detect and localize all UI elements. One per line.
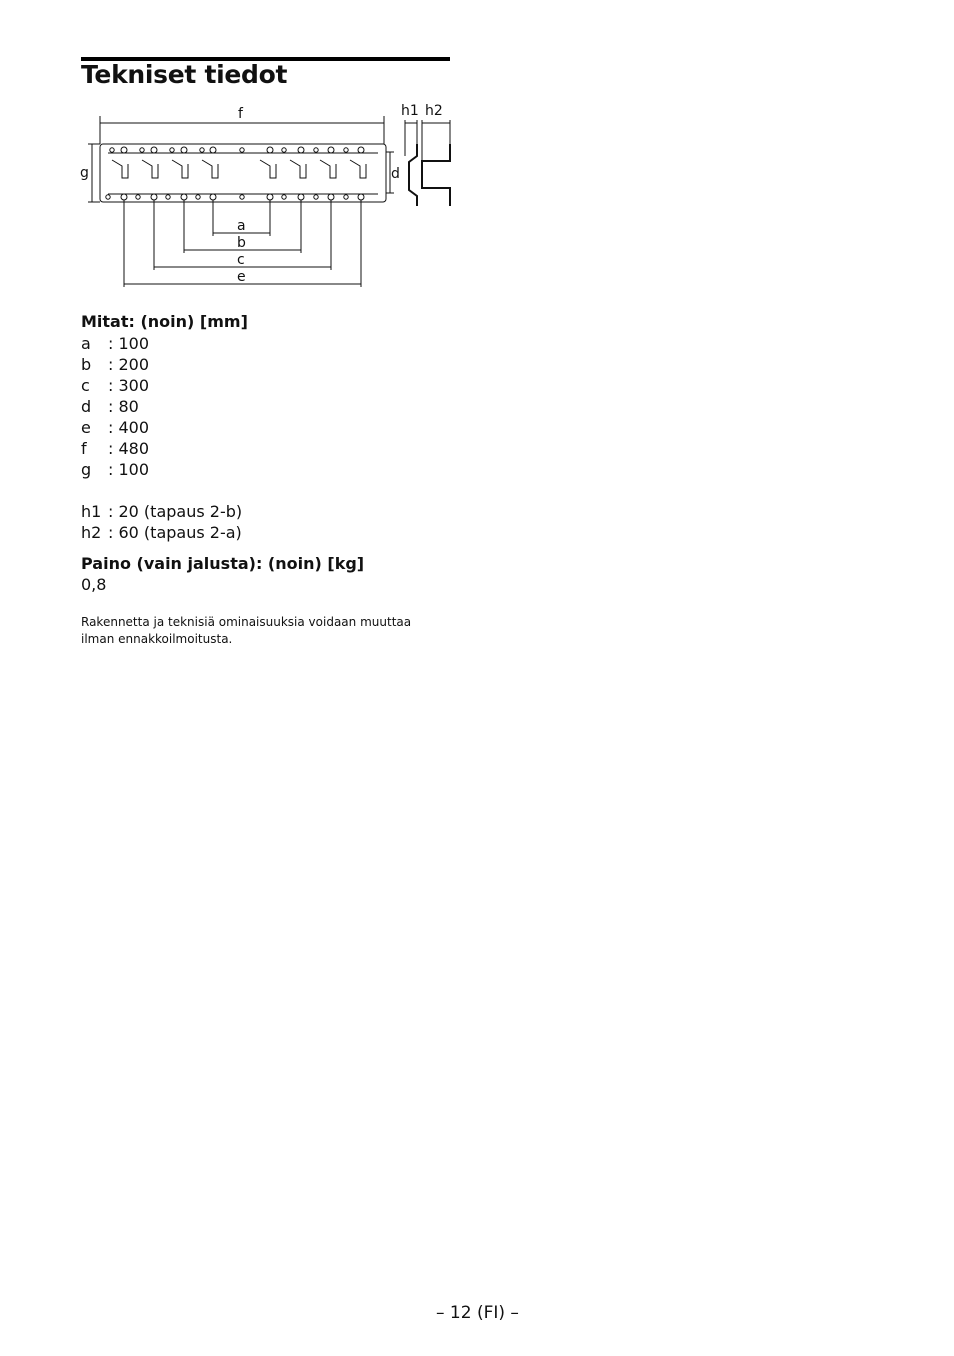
dimension-key: c	[81, 376, 90, 395]
bracket-dimension-diagram	[70, 96, 460, 296]
label-b: b	[237, 235, 246, 251]
dimensions-list	[81, 333, 242, 543]
dimension-row	[81, 501, 242, 522]
dimension-row	[81, 375, 242, 396]
label-h1: h1	[401, 103, 419, 119]
dimension-key: e	[81, 418, 91, 437]
dimension-value: : 100	[108, 460, 150, 479]
label-a: a	[237, 218, 246, 234]
dimension-row	[81, 354, 242, 375]
dimension-row	[81, 396, 242, 417]
dimension-value: : 400	[108, 418, 150, 437]
dimension-key: a	[81, 334, 91, 353]
dimension-key: d	[81, 397, 92, 416]
label-c: c	[237, 252, 245, 268]
page-number: – 12 (FI) –	[436, 1303, 519, 1323]
dimension-row	[81, 438, 242, 459]
label-e: e	[237, 269, 246, 285]
dimension-row	[81, 459, 242, 480]
dimension-row	[81, 522, 242, 543]
dimension-row	[81, 333, 242, 354]
dimension-key: b	[81, 355, 92, 374]
dimension-value: : 100	[108, 334, 150, 353]
dimension-key: h2	[81, 523, 102, 542]
label-d: d	[391, 166, 400, 182]
label-g: g	[80, 165, 89, 181]
spacer	[81, 480, 242, 501]
dimension-value: : 200	[108, 355, 150, 374]
dimension-value: : 20 (tapaus 2-b)	[108, 502, 243, 521]
page-title: Tekniset tiedot	[81, 60, 288, 89]
weight-heading: Paino (vain jalusta): (noin) [kg]	[81, 554, 365, 573]
label-h2: h2	[425, 103, 443, 119]
dimension-value: : 60 (tapaus 2-a)	[108, 523, 242, 542]
dimension-value: : 300	[108, 376, 150, 395]
dimension-key: f	[81, 439, 87, 458]
label-f: f	[238, 106, 243, 122]
dimension-key: g	[81, 460, 92, 479]
dimension-key: h1	[81, 502, 102, 521]
dimension-row	[81, 417, 242, 438]
dimension-value: : 80	[108, 397, 139, 416]
dimension-value: : 480	[108, 439, 150, 458]
weight-value: 0,8	[81, 575, 107, 594]
dimensions-heading: Mitat: (noin) [mm]	[81, 312, 248, 331]
disclaimer-note: Rakennetta ja teknisiä ominaisuuksia voidaan muuttaa ilman ennakkoilmoitusta.	[81, 615, 412, 646]
